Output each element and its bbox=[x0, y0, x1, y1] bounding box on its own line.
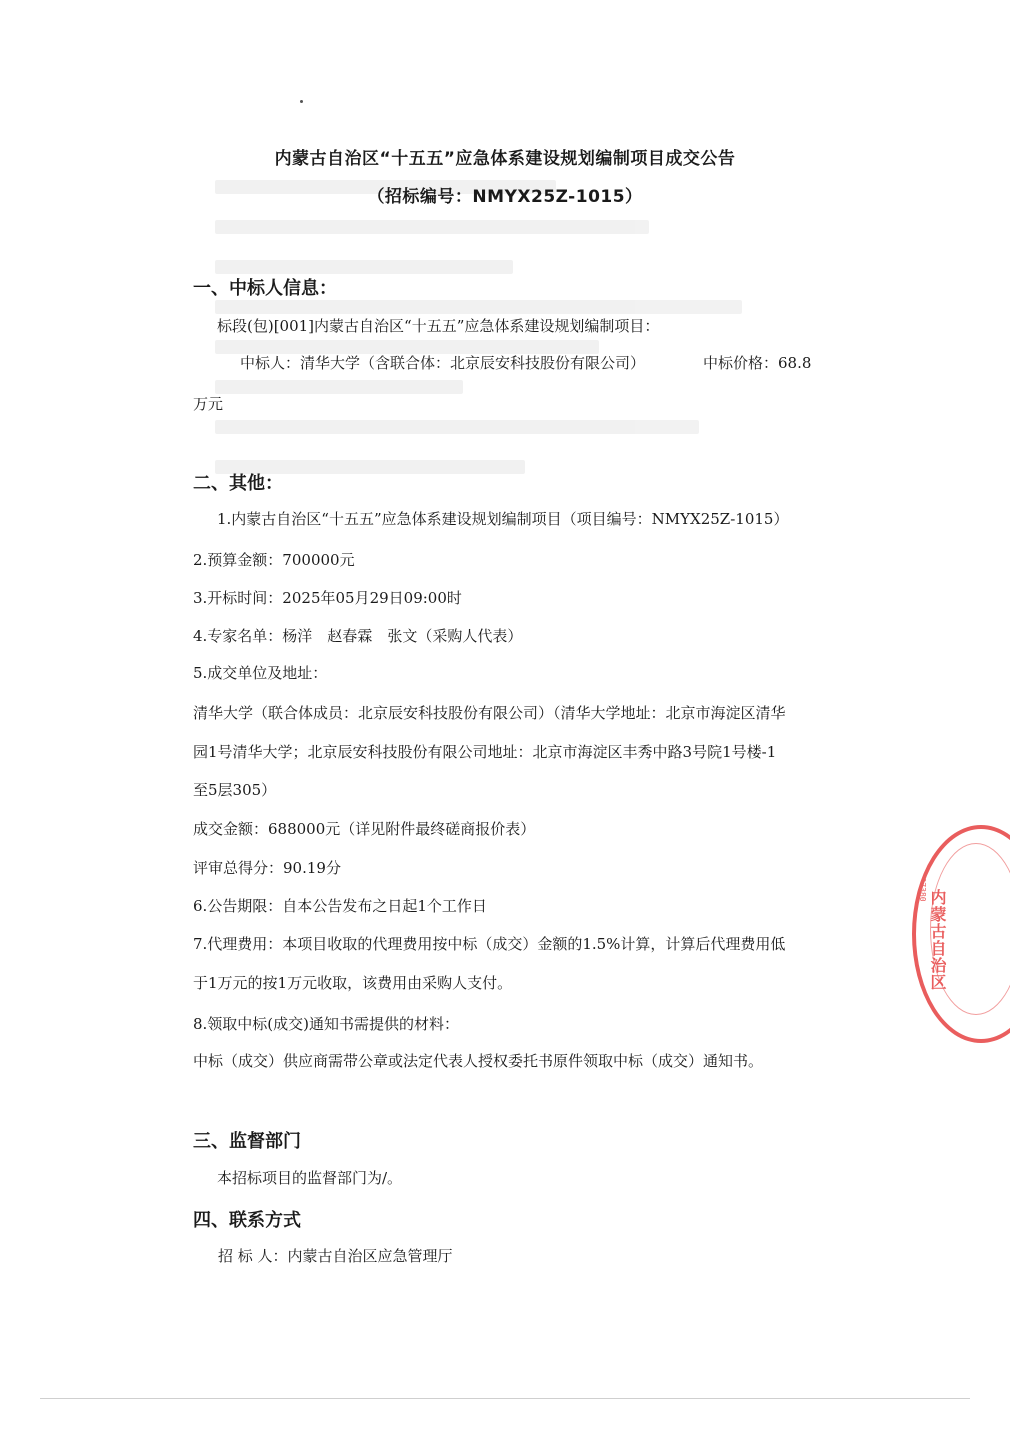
address-line-2: 园1号清华大学；北京辰安科技股份有限公司地址：北京市海淀区丰秀中路3号院1号楼-1 bbox=[193, 743, 777, 761]
supervision-text: 本招标项目的监督部门为/。 bbox=[217, 1169, 403, 1187]
winner-price: 中标价格：68.8 bbox=[703, 354, 812, 372]
item-5-heading: 5.成交单位及地址： bbox=[193, 664, 328, 682]
address-line-3: 至5层305） bbox=[193, 781, 277, 799]
scan-speck bbox=[300, 100, 303, 103]
review-score: 评审总得分：90.19分 bbox=[193, 859, 341, 877]
bleed-through-shadow bbox=[215, 180, 835, 600]
seal-text: 内蒙古自治区 bbox=[928, 889, 947, 991]
section-heading-supervision: 三、监督部门 bbox=[193, 1131, 301, 1152]
section-heading-other: 二、其他： bbox=[193, 473, 283, 494]
official-seal bbox=[912, 825, 1010, 1043]
item-3-opening-time: 3.开标时间：2025年05月29日09:00时 bbox=[193, 589, 462, 607]
item-8-materials: 8.领取中标(成交)通知书需提供的材料： bbox=[193, 1015, 460, 1033]
item-7-fee-cont: 于1万元的按1万元收取，该费用由采购人支付。 bbox=[193, 974, 513, 992]
winner-line: 中标人：清华大学（含联合体：北京辰安科技股份有限公司） bbox=[240, 354, 646, 372]
item-2-budget: 2.预算金额：700000元 bbox=[193, 551, 355, 569]
seal-number: 1501050007380 bbox=[918, 839, 927, 902]
document-title: 内蒙古自治区“十五五”应急体系建设规划编制项目成交公告 bbox=[274, 149, 736, 169]
page-bottom-rule bbox=[40, 1398, 970, 1399]
deal-amount: 成交金额：688000元（详见附件最终磋商报价表） bbox=[193, 820, 536, 838]
tender-number: （招标编号：NMYX25Z-1015） bbox=[367, 187, 643, 207]
tenderer-contact: 招 标 人：内蒙古自治区应急管理厅 bbox=[218, 1247, 453, 1265]
item-6-period: 6.公告期限：自本公告发布之日起1个工作日 bbox=[193, 897, 487, 915]
item-1: 1.内蒙古自治区“十五五”应急体系建设规划编制项目（项目编号：NMYX25Z-1015） bbox=[217, 510, 789, 528]
item-7-fee: 7.代理费用：本项目收取的代理费用按中标（成交）金额的1.5%计算，计算后代理费用低 bbox=[193, 935, 786, 953]
section-heading-winner: 一、中标人信息： bbox=[193, 278, 337, 299]
address-line-1: 清华大学（联合体成员：北京辰安科技股份有限公司）（清华大学地址：北京市海淀区清华 bbox=[193, 704, 786, 722]
item-8-detail: 中标（成交）供应商需带公章或法定代表人授权委托书原件领取中标（成交）通知书。 bbox=[193, 1052, 764, 1070]
item-4-experts: 4.专家名单：杨洋 赵春霖 张文（采购人代表） bbox=[193, 627, 523, 645]
section-heading-contact: 四、联系方式 bbox=[193, 1210, 301, 1231]
lot-line: 标段(包)[001]内蒙古自治区“十五五”应急体系建设规划编制项目： bbox=[217, 317, 660, 335]
winner-price-unit: 万元 bbox=[193, 395, 224, 413]
